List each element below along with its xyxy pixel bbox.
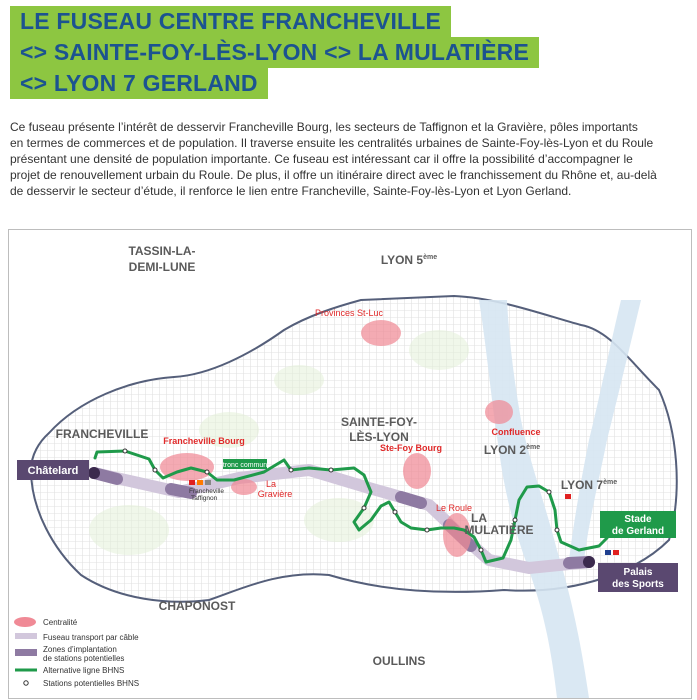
legend-swatch-zones xyxy=(15,649,37,656)
label-francheville-taffignon-2: Taffignon xyxy=(191,495,218,502)
svg-text:Palais: Palais xyxy=(623,567,653,578)
label-tassin-2: DEMI-LUNE xyxy=(128,260,196,274)
label-lyon5: LYON 5ème xyxy=(380,253,438,267)
centrality-provinces xyxy=(361,320,401,346)
label-confluence: Confluence xyxy=(491,427,541,437)
label-graviere-2: Gravière xyxy=(257,489,293,499)
label-mulatiere: MULATIÈRE xyxy=(464,523,534,537)
label-le-roule: Le Roule xyxy=(435,503,473,513)
tronc-commun-tag xyxy=(223,459,267,469)
legend-fuseau: Fuseau transport par câble xyxy=(43,633,139,642)
intro-paragraph xyxy=(10,119,690,199)
centrality-graviere xyxy=(231,479,257,495)
label-francheville: FRANCHEVILLE xyxy=(55,427,149,441)
station-box-palais xyxy=(598,563,678,592)
label-oullins: OULLINS xyxy=(372,654,426,668)
label-sainte-foy-2: LÈS-LYON xyxy=(349,430,409,444)
label-provinces: Provinces St-Luc xyxy=(314,308,384,318)
svg-text:Châtelard: Châtelard xyxy=(27,465,79,477)
label-ste-foy-bourg: Ste-Foy Bourg xyxy=(380,443,442,453)
svg-text:Stade: Stade xyxy=(624,514,652,525)
legend-bhns: Alternative ligne BHNS xyxy=(43,666,125,675)
svg-text:tronc commun: tronc commun xyxy=(222,462,268,469)
palais-dot xyxy=(583,556,595,568)
label-la: LA xyxy=(471,511,487,525)
title-line-2: <> SAINTE-FOY-LÈS-LYON <> LA MULATIÈRE xyxy=(10,37,539,68)
chatelard-dot xyxy=(88,467,100,479)
label-lyon7: LYON 7ème xyxy=(560,478,618,492)
station-box-stade xyxy=(600,511,676,538)
label-graviere-1: La xyxy=(265,479,277,489)
legend-swatch-stations xyxy=(24,681,28,685)
legend-swatch-centralite xyxy=(14,617,36,627)
legend-swatch-fuseau xyxy=(15,633,37,639)
intro-line: présentant une densité de population importante. Ce fuseau est intéressant car il offre la possibilité d’accompagner le xyxy=(10,152,633,166)
label-francheville-bourg: Francheville Bourg xyxy=(163,436,245,446)
intro-line: projet de renouvellement urbain du Roule. De plus, il offre un itinéraire direct avec le franchissement du Rhône et, au-delà xyxy=(10,168,657,182)
map-legend xyxy=(14,617,139,688)
label-tassin: TASSIN-LA- xyxy=(128,244,196,258)
centrality-confluence xyxy=(485,400,513,424)
intro-line: en termes de commerces et de population. Il traverse ensuite les centralités urbaines de Sainte-Foy-lès-Lyon et du Roule xyxy=(10,136,654,150)
intro-line: de desservir le secteur d’étude, il renforce le lien entre Francheville, Sainte-Foy-lès-Lyon et Lyon Gerland. xyxy=(10,184,572,198)
legend-centralite: Centralité xyxy=(43,618,78,627)
label-chaponost: CHAPONOST xyxy=(158,599,236,613)
legend-zones-2: de stations potentielles xyxy=(43,654,125,663)
legend-stations-bhns: Stations potentielles BHNS xyxy=(43,679,140,688)
label-francheville-taffignon-1: Francheville xyxy=(189,488,225,495)
title-line-3: <> LYON 7 GERLAND xyxy=(10,68,268,99)
corridor-map xyxy=(8,229,692,699)
station-box-chatelard xyxy=(17,460,89,480)
label-sainte-foy: SAINTE-FOY- xyxy=(340,415,418,429)
centrality-ste-foy-bourg xyxy=(403,453,431,489)
title-line-1: LE FUSEAU CENTRE FRANCHEVILLE xyxy=(10,6,451,37)
intro-line: Ce fuseau présente l’intérêt de desservir Francheville Bourg, les secteurs de Taffignon et la Gravière, pôles importants xyxy=(10,120,638,134)
legend-zones-1: Zones d’implantation xyxy=(43,645,117,654)
svg-text:de Gerland: de Gerland xyxy=(611,526,665,537)
label-lyon2: LYON 2ème xyxy=(483,443,541,457)
svg-text:des Sports: des Sports xyxy=(612,579,664,590)
